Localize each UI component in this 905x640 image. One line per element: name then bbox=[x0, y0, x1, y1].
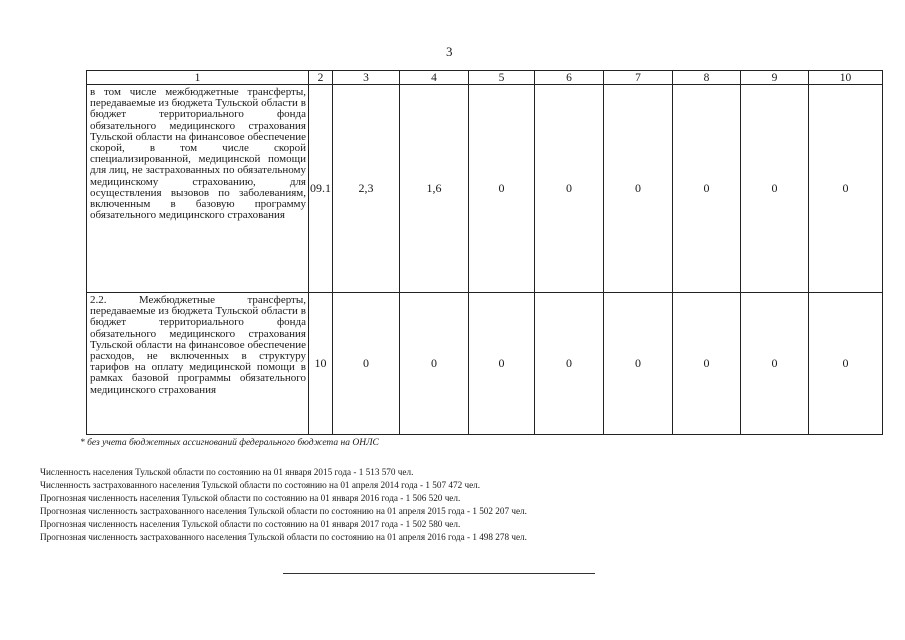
value-cell: 0 bbox=[535, 293, 604, 435]
header-cell: 3 bbox=[333, 71, 400, 85]
value-cell: 0 bbox=[604, 85, 673, 293]
note-line: Прогнозная численность застрахованного населения Тульской области по состоянию на 01 апреля 2016 года - 1 498 278 чел. bbox=[40, 532, 527, 543]
population-notes bbox=[40, 466, 527, 545]
value-cell: 0 bbox=[673, 85, 741, 293]
row-description: в том числе межбюджетные трансферты, передаваемые из бюджета Тульской области в бюджет территориального фонда обязательного медицинского страхования Тульской области на финансовое обеспечение скорой, в том числе скорой специализированной, медицинской помощи для лиц, не застрахованных по обязательному медицинскому страхованию, для осуществления вызовов по заболеваниям, включенным в базовую программу обязательного медицинского страхования bbox=[87, 85, 309, 293]
value-cell: 1,6 bbox=[400, 85, 469, 293]
note-line: Прогнозная численность населения Тульской области по состоянию на 01 января 2016 года - 1 506 520 чел. bbox=[40, 493, 461, 504]
header-cell: 6 bbox=[535, 71, 604, 85]
data-table bbox=[86, 70, 883, 435]
value-cell: 0 bbox=[333, 293, 400, 435]
value-cell: 0 bbox=[741, 293, 809, 435]
note-line: Численность населения Тульской области по состоянию на 01 января 2015 года - 1 513 570 чел. bbox=[40, 467, 414, 477]
value-cell: 0 bbox=[535, 85, 604, 293]
value-cell: 0 bbox=[604, 293, 673, 435]
header-cell: 7 bbox=[604, 71, 673, 85]
table-row bbox=[87, 85, 883, 293]
table-row bbox=[87, 293, 883, 435]
value-cell: 0 bbox=[741, 85, 809, 293]
value-cell: 2,3 bbox=[333, 85, 400, 293]
row-code: 10 bbox=[309, 293, 333, 435]
header-cell: 9 bbox=[741, 71, 809, 85]
header-row bbox=[87, 71, 883, 85]
value-cell: 0 bbox=[400, 293, 469, 435]
value-cell: 0 bbox=[809, 293, 883, 435]
header-cell: 10 bbox=[809, 71, 883, 85]
note-line: Прогнозная численность застрахованного населения Тульской области по состоянию на 01 апреля 2015 года - 1 502 207 чел. bbox=[40, 506, 527, 517]
value-cell: 0 bbox=[809, 85, 883, 293]
row-description: 2.2. Межбюджетные трансферты, передаваемые из бюджета Тульской области в бюджет территориального фонда обязательного медицинского страхования Тульской области на финансовое обеспечение расходов, не включенных в структуру тарифов на оплату медицинской помощи в рамках базовой программы обязательного медицинского страхования bbox=[87, 293, 309, 435]
note-line: Численность застрахованного населения Тульской области по состоянию на 01 апреля 2014 года - 1 507 472 чел. bbox=[40, 480, 481, 491]
note-line: Прогнозная численность населения Тульской области по состоянию на 01 января 2017 года - 1 502 580 чел. bbox=[40, 519, 461, 530]
header-cell: 2 bbox=[309, 71, 333, 85]
footnote: * без учета бюджетных ассигнований федерального бюджета на ОНЛС bbox=[80, 438, 379, 448]
bottom-divider bbox=[283, 573, 595, 574]
value-cell: 0 bbox=[469, 85, 535, 293]
page-number: 3 bbox=[446, 44, 453, 59]
value-cell: 0 bbox=[673, 293, 741, 435]
header-cell: 1 bbox=[87, 71, 309, 85]
row-code: 09.1 bbox=[309, 85, 333, 293]
header-cell: 4 bbox=[400, 71, 469, 85]
value-cell: 0 bbox=[469, 293, 535, 435]
header-cell: 5 bbox=[469, 71, 535, 85]
header-cell: 8 bbox=[673, 71, 741, 85]
